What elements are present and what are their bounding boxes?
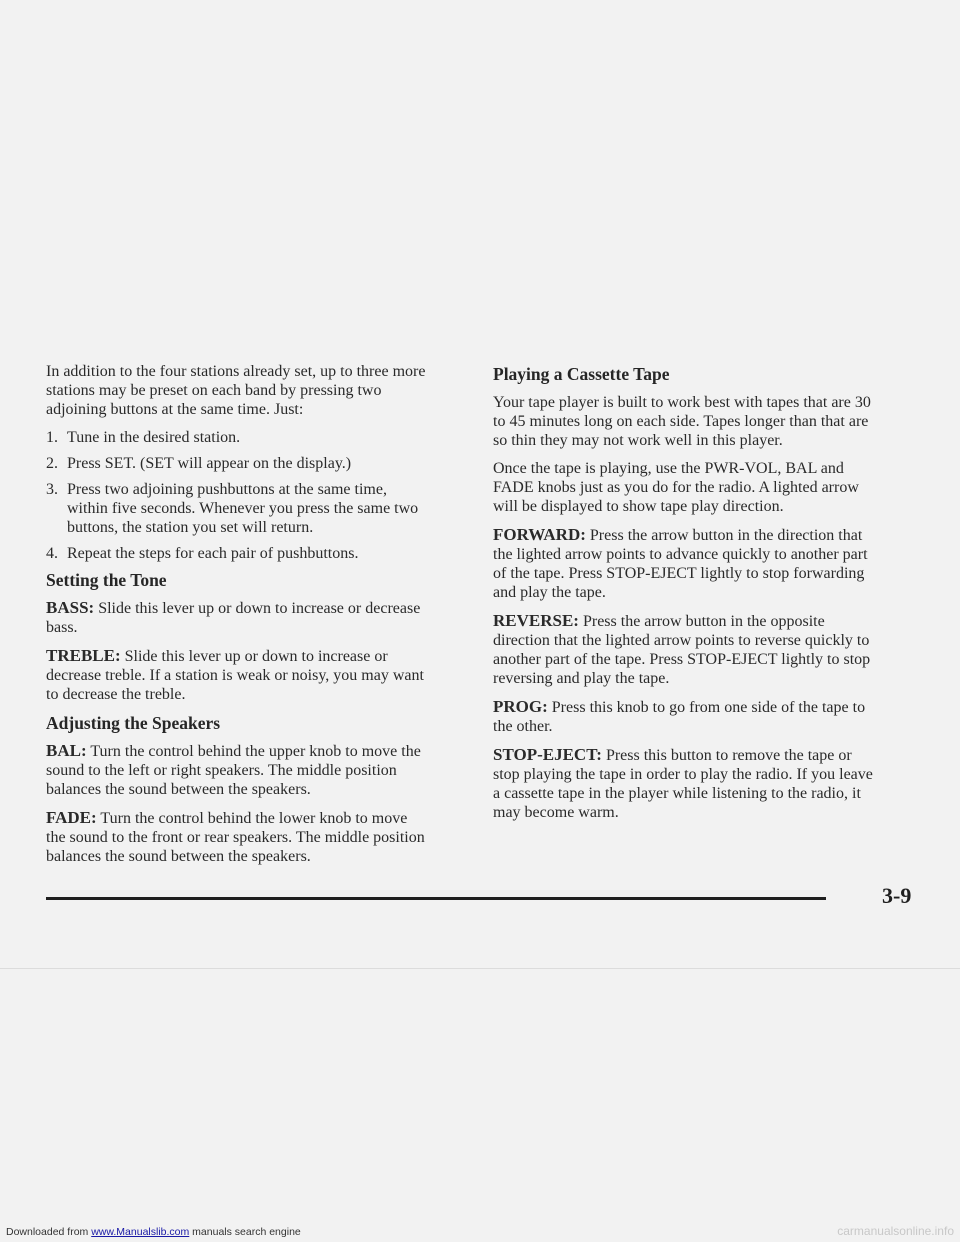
reverse-term: REVERSE: bbox=[493, 611, 579, 630]
list-item: 4. Repeat the steps for each pair of pushbuttons. bbox=[46, 545, 359, 562]
bass-paragraph: BASS: Slide this lever up or down to increase or decrease bass. bbox=[46, 598, 421, 636]
prog-paragraph: PROG: Press this knob to go from one side of the tape to the other. bbox=[493, 697, 866, 735]
footer-rule bbox=[46, 897, 826, 900]
bass-term: BASS: bbox=[46, 598, 95, 617]
fade-term: FADE: bbox=[46, 808, 97, 827]
treble-paragraph: TREBLE: Slide this lever up or down to increase or decrease treble. If a station is weak or noisy, you may want to decrease the treble. bbox=[46, 646, 424, 703]
bal-paragraph: BAL: Turn the control behind the upper knob to move the sound to the left or right speakers. The middle position balances the sound between the speakers. bbox=[46, 741, 421, 798]
forward-paragraph: FORWARD: Press the arrow button in the direction that the lighted arrow points to advance quickly to another part of the tape. Press STOP-EJECT lightly to stop forwarding and play the tape. bbox=[493, 525, 868, 601]
preset-steps-list bbox=[46, 428, 426, 563]
divider bbox=[0, 968, 960, 969]
forward-term: FORWARD: bbox=[493, 525, 586, 544]
reverse-paragraph: REVERSE: Press the arrow button in the opposite direction that the lighted arrow points to reverse quickly to another part of the tape. Press STOP-EJECT lightly to stop reversing and play the tape. bbox=[493, 611, 871, 687]
list-item: 1. Tune in the desired station. bbox=[46, 429, 241, 446]
manualslib-link[interactable]: www.Manualslib.com bbox=[91, 1226, 190, 1238]
download-footer: Downloaded from www.Manualslib.com manuals search engine bbox=[6, 1226, 301, 1238]
tone-heading: Setting the Tone bbox=[46, 570, 167, 590]
intro-paragraph: In addition to the four stations already set, up to three more stations may be preset on each band by pressing two adjoining buttons at the same time. Just: bbox=[46, 363, 426, 418]
list-item: 3. Press two adjoining pushbuttons at the same time, within five seconds. Whenever you press the same two buttons, the station you set will return. bbox=[46, 481, 419, 536]
list-item: 2. Press SET. (SET will appear on the display.) bbox=[46, 455, 352, 472]
watermark: carmanualsonline.info bbox=[837, 1224, 954, 1238]
stop-eject-term: STOP-EJECT: bbox=[493, 745, 602, 764]
fade-paragraph: FADE: Turn the control behind the lower knob to move the sound to the front or rear speakers. The middle position balances the sound between the speakers. bbox=[46, 808, 425, 865]
cassette-heading: Playing a Cassette Tape bbox=[493, 364, 670, 384]
tape-playing-paragraph: Once the tape is playing, use the PWR-VOL, BAL and FADE knobs just as you do for the radio. A lighted arrow will be displayed to show tape play direction. bbox=[493, 460, 859, 515]
treble-term: TREBLE: bbox=[46, 646, 121, 665]
left-column bbox=[46, 362, 426, 875]
speakers-heading: Adjusting the Speakers bbox=[46, 713, 221, 733]
prog-term: PROG: bbox=[493, 697, 548, 716]
right-column bbox=[493, 364, 873, 831]
page-number: 3-9 bbox=[882, 883, 912, 908]
tape-length-paragraph: Your tape player is built to work best with tapes that are 30 to 45 minutes long on each side. Tapes longer than that are so thin they may not work well in this player. bbox=[493, 394, 871, 449]
bal-term: BAL: bbox=[46, 741, 87, 760]
stop-eject-paragraph: STOP-EJECT: Press this button to remove the tape or stop playing the tape in order to play the radio. If you leave a cassette tape in the player while listening to the radio, it may become warm. bbox=[493, 745, 873, 821]
